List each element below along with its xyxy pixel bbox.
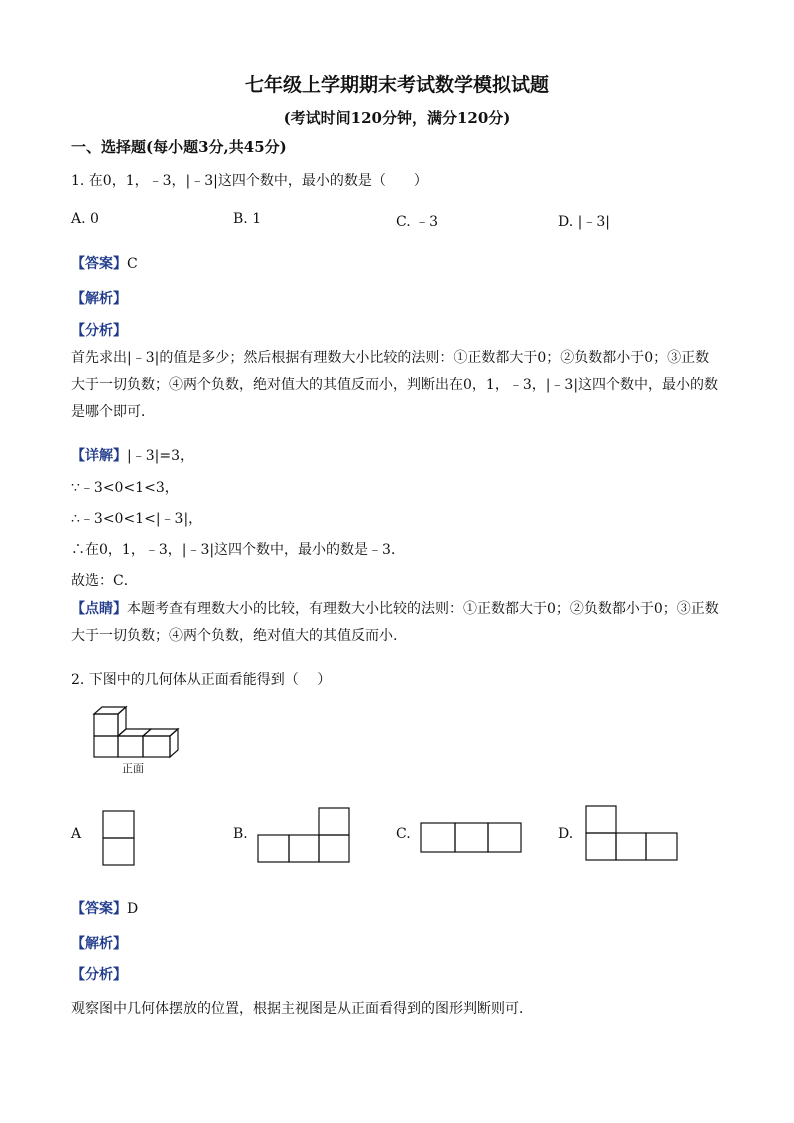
q1-option-b: B. 1	[233, 211, 262, 227]
q1-fenxi-text: 首先求出|﹣3|的值是多少；然后根据有理数大小比较的法则：①正数都大于0；②负数都小于0；③正数大于一切负数；④两个负数，绝对值大的其值反而小，判断出在0，1，﹣3，|﹣3|这四个数中，最小的数是哪个即可．	[71, 350, 719, 420]
q1-option-a: A. 0	[71, 211, 99, 227]
answer-value: C	[127, 256, 138, 272]
answer-tag: 【答案】	[71, 901, 127, 917]
detail-text: |﹣3|=3，	[127, 448, 194, 464]
q2-answer	[71, 898, 138, 918]
comment-text: 本题考查有理数大小的比较，有理数大小比较的法则：①正数都大于0；②负数都小于0；③正数大于一切负数；④两个负数，绝对值大的其值反而小.	[71, 601, 719, 644]
q1-analysis-tag: 【解析】	[71, 291, 127, 307]
q2-fenxi-tag: 【分析】	[71, 967, 127, 983]
q1-step-3: ∴在0，1，﹣3，|﹣3|这四个数中，最小的数是﹣3．	[71, 542, 405, 558]
q1-comment	[71, 596, 723, 650]
exam-info: (考试时间120分钟，满分120分)	[283, 109, 511, 127]
q1-answer	[71, 253, 138, 273]
q1-fenxi-tag: 【分析】	[71, 323, 127, 339]
question-1-stem: 1. 在0，1，﹣3，|﹣3|这四个数中，最小的数是（ ）	[71, 173, 428, 189]
comment-tag: 【点睛】	[71, 601, 127, 617]
q2-option-b-figure	[255, 806, 353, 866]
detail-tag: 【详解】	[71, 448, 127, 464]
q2-option-a: A	[71, 826, 82, 842]
question-2-stem: 2. 下图中的几何体从正面看能得到（ ）	[71, 672, 332, 688]
answer-tag: 【答案】	[71, 256, 127, 272]
q1-detail	[71, 445, 194, 465]
q2-fenxi-text: 观察图中几何体摆放的位置，根据主视图是从正面看得到的图形判断则可．	[71, 1001, 533, 1017]
q2-option-c: C.	[396, 826, 411, 842]
q1-choice: 故选：C．	[71, 573, 138, 589]
q1-option-d: D. |﹣3|	[558, 214, 610, 230]
answer-value: D	[127, 901, 139, 917]
q2-option-c-figure	[418, 820, 524, 856]
q2-option-b: B.	[233, 826, 248, 842]
q1-option-c: C. ﹣3	[396, 214, 439, 230]
q1-step-2: ∴﹣3<0<1<|﹣3|，	[71, 511, 203, 527]
page-title: 七年级上学期期末考试数学模拟试题	[244, 74, 549, 96]
q1-step-1: ∵﹣3<0<1<3，	[71, 480, 179, 496]
q2-analysis-tag: 【解析】	[71, 936, 127, 952]
section-heading: 一、选择题(每小题3分,共45分)	[71, 138, 287, 156]
figure-label: 正面	[122, 762, 144, 775]
q2-option-a-figure	[100, 809, 138, 867]
q2-option-d-figure	[583, 804, 681, 864]
q2-option-d: D.	[558, 826, 574, 842]
